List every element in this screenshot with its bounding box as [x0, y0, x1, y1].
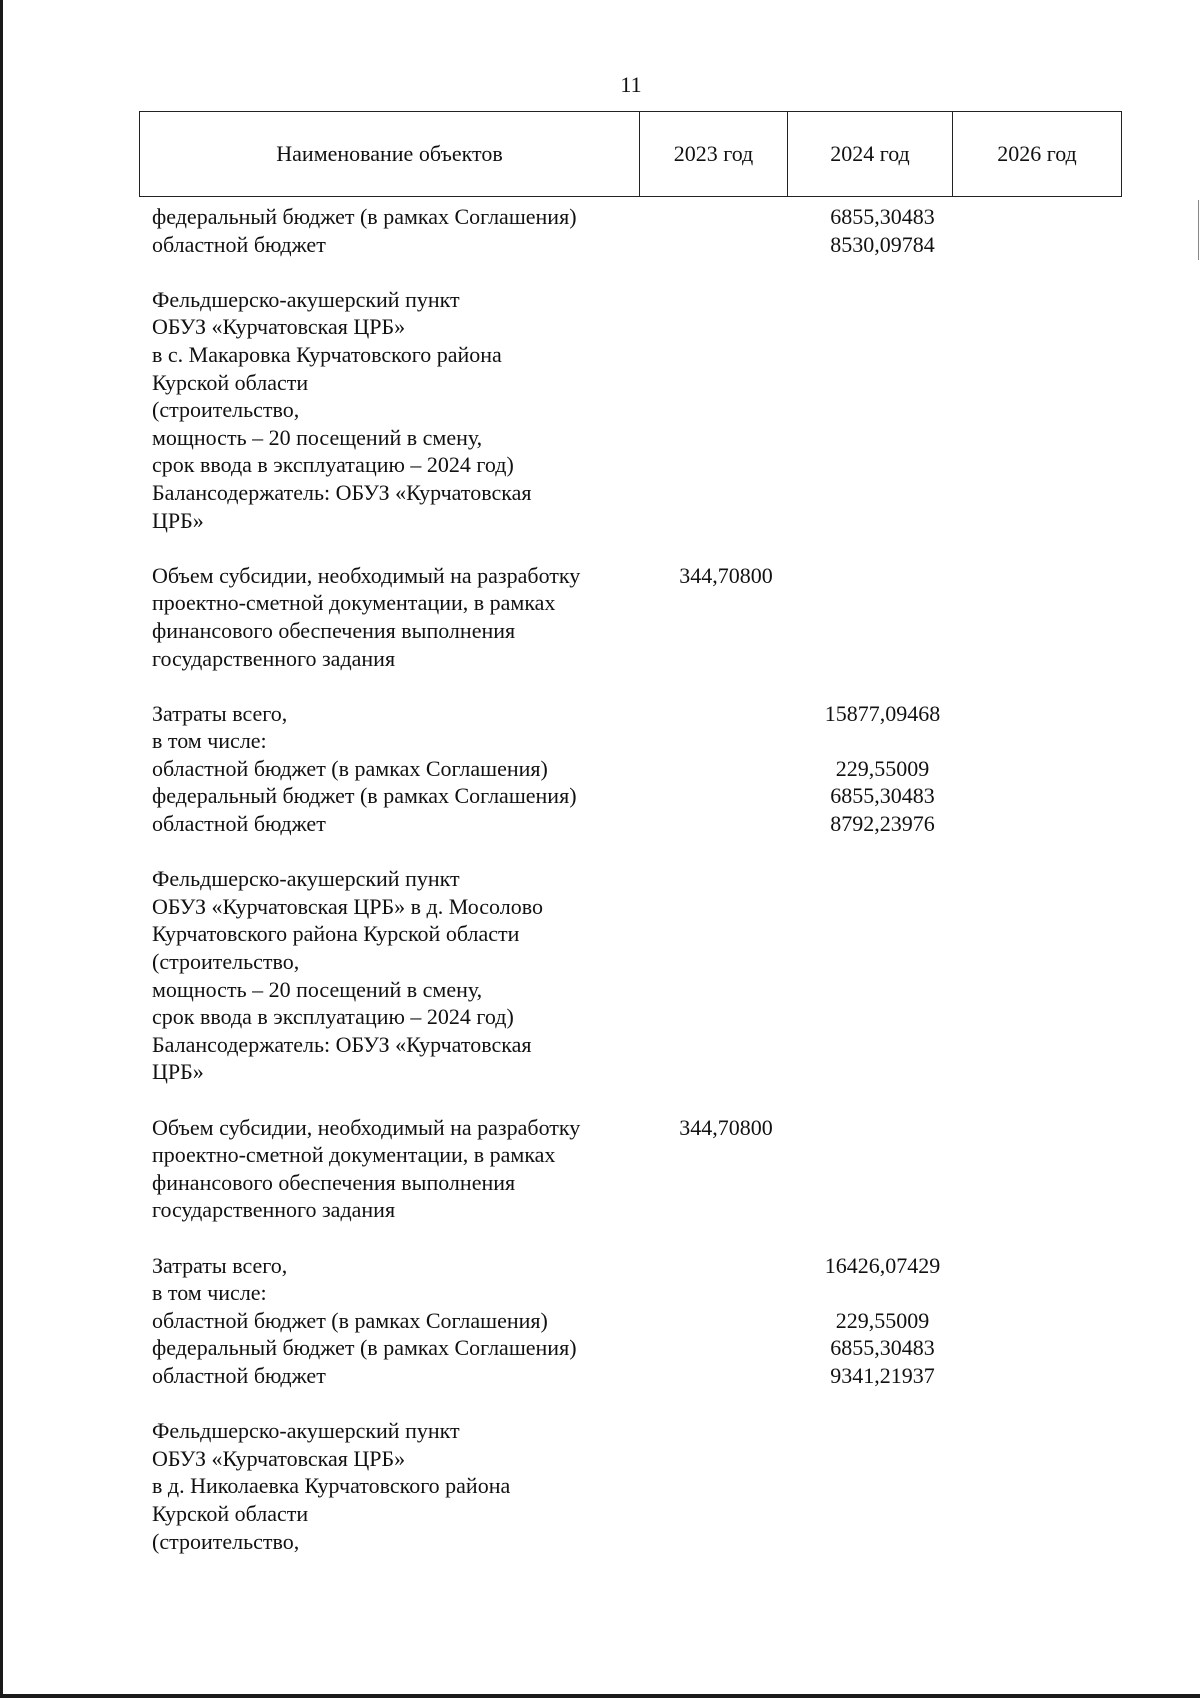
- cell-2024: [800, 1141, 965, 1169]
- cell-2026: [965, 920, 1112, 948]
- table-row: [152, 451, 1112, 479]
- table-row: [152, 617, 1112, 645]
- cell-2026: [965, 755, 1112, 783]
- cell-2026: [965, 1472, 1112, 1500]
- cell-object-name: областной бюджет: [152, 231, 326, 257]
- page-number: 11: [620, 72, 642, 97]
- cell-2024: [800, 369, 965, 397]
- cell-2023: [652, 286, 800, 314]
- cell-2023: [652, 1472, 800, 1500]
- cell-2024: [800, 865, 965, 893]
- cell-object-name: федеральный бюджет (в рамках Соглашения): [152, 204, 577, 229]
- cell-object-name: в том числе:: [152, 728, 267, 754]
- cell-2024: 8792,23976: [830, 811, 935, 837]
- cell-object-name: (строительство,: [152, 1528, 300, 1554]
- cell-2026: [965, 976, 1112, 1004]
- table-row: [152, 1445, 1112, 1473]
- table-row: [152, 1307, 1112, 1335]
- cell-object-name: мощность – 20 посещений в смену,: [152, 976, 483, 1002]
- cell-2023: [652, 865, 800, 893]
- table-row: [152, 313, 1112, 341]
- cell-2023: [652, 1362, 800, 1390]
- cell-2026: [965, 700, 1112, 728]
- table-row: [152, 1058, 1112, 1086]
- table-row: [152, 865, 1112, 893]
- table-row: [152, 1528, 1112, 1556]
- cell-2023: [652, 589, 800, 617]
- table-row: [152, 782, 1112, 810]
- table-row: [152, 1003, 1112, 1031]
- cell-2024: 229,55009: [835, 1307, 930, 1333]
- cell-object-name: срок ввода в эксплуатацию – 2024 год): [152, 1004, 514, 1030]
- cell-2023: [652, 424, 800, 452]
- cell-2024: [800, 645, 965, 673]
- table-row: [152, 727, 1112, 755]
- cell-2026: [965, 1500, 1112, 1528]
- cell-object-name: ОБУЗ «Курчатовская ЦРБ»: [152, 1445, 406, 1471]
- cell-2023: [652, 645, 800, 673]
- cell-2024: [800, 562, 965, 590]
- cell-2024: [800, 1528, 965, 1556]
- table-row: [152, 286, 1112, 314]
- table-row: [152, 1417, 1112, 1445]
- cell-2026: [965, 1141, 1112, 1169]
- cell-2024: [800, 948, 965, 976]
- header-year-2023: 2023 год: [640, 112, 788, 196]
- cell-2024: [800, 341, 965, 369]
- header-year-2024: 2024 год: [788, 112, 953, 196]
- table-row: [152, 645, 1112, 673]
- cell-2023: [652, 948, 800, 976]
- cell-2024: [800, 479, 965, 507]
- table-row: [152, 1279, 1112, 1307]
- table-row: [152, 1141, 1112, 1169]
- cell-2023: [652, 617, 800, 645]
- cell-2024: [800, 1417, 965, 1445]
- cell-2023: [652, 1252, 800, 1280]
- scan-left-edge: [0, 0, 3, 1698]
- cell-2026: [965, 948, 1112, 976]
- cell-object-name: ОБУЗ «Курчатовская ЦРБ» в д. Мосолово: [152, 893, 543, 919]
- cell-2024: [800, 976, 965, 1004]
- cell-object-name: в с. Макаровка Курчатовского района: [152, 341, 502, 367]
- cell-2024: [800, 1445, 965, 1473]
- cell-2026: [965, 1058, 1112, 1086]
- cell-2024: 6855,30483: [830, 783, 935, 809]
- cell-2023: [652, 1141, 800, 1169]
- cell-object-name: финансового обеспечения выполнения: [152, 617, 516, 643]
- table-row: [152, 920, 1112, 948]
- cell-2023: [652, 451, 800, 479]
- cell-2023: 344,70800: [679, 562, 773, 588]
- cell-object-name: Фельдшерско-акушерский пункт: [152, 866, 460, 892]
- cell-2024: [800, 1058, 965, 1086]
- header-object-name: Наименование объектов: [140, 112, 640, 196]
- cell-object-name: Затраты всего,: [152, 1252, 288, 1278]
- cell-2024: [800, 1196, 965, 1224]
- table-row: [152, 589, 1112, 617]
- cell-2024: [800, 893, 965, 921]
- cell-2024: [800, 727, 965, 755]
- cell-object-name: областной бюджет (в рамках Соглашения): [152, 1307, 548, 1333]
- cell-2026: [965, 645, 1112, 673]
- cell-2026: [965, 1417, 1112, 1445]
- cell-2026: [965, 1279, 1112, 1307]
- cell-2026: [965, 782, 1112, 810]
- table-row: [152, 396, 1112, 424]
- cell-2023: [652, 1169, 800, 1197]
- cell-object-name: Курской области: [152, 369, 309, 395]
- table-row: [152, 1472, 1112, 1500]
- cell-2023: [652, 1058, 800, 1086]
- table-row: [152, 893, 1112, 921]
- cell-2024: [800, 507, 965, 535]
- table-row: [152, 341, 1112, 369]
- cell-object-name: областной бюджет: [152, 1362, 326, 1388]
- cell-2024: 6855,30483: [830, 1335, 935, 1361]
- cell-object-name: федеральный бюджет (в рамках Соглашения): [152, 1335, 577, 1361]
- cell-2023: [652, 893, 800, 921]
- cell-2026: [965, 1334, 1112, 1362]
- cell-object-name: ЦРБ»: [152, 507, 204, 533]
- cell-2023: [652, 920, 800, 948]
- cell-2026: [965, 562, 1112, 590]
- table-row: [152, 479, 1112, 507]
- table-body: [152, 203, 1112, 1555]
- table-row: [152, 507, 1112, 535]
- cell-2026: [965, 479, 1112, 507]
- table-row: [152, 1500, 1112, 1528]
- table-row: [152, 231, 1112, 259]
- cell-2026: [965, 231, 1112, 259]
- cell-2024: [800, 313, 965, 341]
- cell-2024: 229,55009: [835, 755, 930, 781]
- table-row: [152, 1252, 1112, 1280]
- table-row: [152, 755, 1112, 783]
- cell-2023: [652, 341, 800, 369]
- table-row: [152, 1031, 1112, 1059]
- cell-2026: [965, 1528, 1112, 1556]
- cell-2023: [652, 1445, 800, 1473]
- cell-2024: [800, 286, 965, 314]
- cell-2023: [652, 700, 800, 728]
- cell-2026: [965, 727, 1112, 755]
- cell-2024: [800, 1279, 965, 1307]
- cell-2023: [652, 782, 800, 810]
- cell-2026: [965, 589, 1112, 617]
- cell-2026: [965, 203, 1112, 231]
- cell-2024: [800, 1500, 965, 1528]
- table-row: [152, 1334, 1112, 1362]
- cell-2023: [652, 1031, 800, 1059]
- cell-2023: [652, 203, 800, 231]
- cell-2024: [800, 1472, 965, 1500]
- cell-2023: [652, 1500, 800, 1528]
- cell-2024: [800, 424, 965, 452]
- cell-2026: [965, 1445, 1112, 1473]
- cell-2026: [965, 341, 1112, 369]
- table-row: [152, 810, 1112, 838]
- cell-2024: [800, 1003, 965, 1031]
- cell-2026: [965, 1307, 1112, 1335]
- cell-object-name: Затраты всего,: [152, 700, 288, 726]
- cell-2023: [652, 727, 800, 755]
- table-row: [152, 1114, 1112, 1142]
- cell-2024: [800, 396, 965, 424]
- cell-2026: [965, 396, 1112, 424]
- cell-2024: [800, 920, 965, 948]
- cell-object-name: государственного задания: [152, 1197, 396, 1223]
- cell-object-name: Объем субсидии, необходимый на разработку: [152, 562, 581, 588]
- row-spacer: [152, 1224, 1112, 1252]
- cell-object-name: финансового обеспечения выполнения: [152, 1169, 516, 1195]
- cell-2023: [652, 1528, 800, 1556]
- row-spacer: [152, 534, 1112, 562]
- cell-object-name: ЦРБ»: [152, 1059, 204, 1085]
- cell-2026: [965, 451, 1112, 479]
- cell-2026: [965, 369, 1112, 397]
- cell-2026: [965, 507, 1112, 535]
- table-row: [152, 562, 1112, 590]
- cell-2024: [800, 1169, 965, 1197]
- table-row: [152, 976, 1112, 1004]
- cell-object-name: Фельдшерско-акушерский пункт: [152, 286, 460, 312]
- cell-object-name: Курской области: [152, 1500, 309, 1526]
- scan-right-mark: [1198, 200, 1199, 260]
- table-row: [152, 700, 1112, 728]
- row-spacer: [152, 672, 1112, 700]
- cell-2026: [965, 1031, 1112, 1059]
- row-spacer: [152, 1390, 1112, 1418]
- cell-object-name: Объем субсидии, необходимый на разработку: [152, 1114, 581, 1140]
- cell-2023: [652, 755, 800, 783]
- cell-2023: [652, 1279, 800, 1307]
- cell-object-name: федеральный бюджет (в рамках Соглашения): [152, 783, 577, 809]
- cell-2026: [965, 1196, 1112, 1224]
- cell-2023: [652, 1003, 800, 1031]
- cell-2023: 344,70800: [679, 1114, 773, 1140]
- cell-object-name: проектно-сметной документации, в рамках: [152, 590, 556, 616]
- cell-2024: 8530,09784: [830, 231, 935, 257]
- cell-object-name: срок ввода в эксплуатацию – 2024 год): [152, 452, 514, 478]
- cell-2023: [652, 479, 800, 507]
- table-row: [152, 948, 1112, 976]
- cell-2024: 6855,30483: [830, 204, 935, 229]
- cell-2026: [965, 810, 1112, 838]
- row-spacer: [152, 838, 1112, 866]
- table-row: [152, 1169, 1112, 1197]
- cell-object-name: мощность – 20 посещений в смену,: [152, 424, 483, 450]
- cell-2024: [800, 589, 965, 617]
- cell-2026: [965, 617, 1112, 645]
- cell-2024: [800, 451, 965, 479]
- cell-object-name: ОБУЗ «Курчатовская ЦРБ»: [152, 314, 406, 340]
- cell-object-name: в д. Николаевка Курчатовского района: [152, 1473, 511, 1499]
- cell-object-name: областной бюджет (в рамках Соглашения): [152, 755, 548, 781]
- cell-object-name: государственного задания: [152, 645, 396, 671]
- cell-object-name: проектно-сметной документации, в рамках: [152, 1142, 556, 1168]
- cell-2026: [965, 313, 1112, 341]
- cell-2023: [652, 507, 800, 535]
- cell-2024: 16426,07429: [824, 1252, 941, 1278]
- cell-2023: [652, 1307, 800, 1335]
- cell-2024: 9341,21937: [830, 1362, 935, 1388]
- table-header: [139, 111, 1122, 197]
- cell-2026: [965, 1003, 1112, 1031]
- table-row: [152, 424, 1112, 452]
- cell-2024: [800, 1114, 965, 1142]
- cell-object-name: в том числе:: [152, 1280, 267, 1306]
- cell-2024: 15877,09468: [824, 700, 941, 726]
- cell-2026: [965, 1252, 1112, 1280]
- cell-2026: [965, 1114, 1112, 1142]
- cell-object-name: Балансодержатель: ОБУЗ «Курчатовская: [152, 479, 532, 505]
- cell-2023: [652, 976, 800, 1004]
- table-row: [152, 203, 1112, 231]
- table-row: [152, 369, 1112, 397]
- cell-2026: [965, 286, 1112, 314]
- cell-2023: [652, 396, 800, 424]
- cell-2026: [965, 424, 1112, 452]
- header-year-2026: 2026 год: [997, 141, 1077, 166]
- scan-bottom-edge: [0, 1694, 1200, 1698]
- cell-2023: [652, 810, 800, 838]
- cell-2023: [652, 1196, 800, 1224]
- cell-2023: [652, 313, 800, 341]
- cell-2026: [965, 1169, 1112, 1197]
- row-spacer: [152, 1086, 1112, 1114]
- cell-object-name: (строительство,: [152, 949, 300, 975]
- cell-2026: [965, 865, 1112, 893]
- cell-2023: [652, 231, 800, 259]
- cell-object-name: Балансодержатель: ОБУЗ «Курчатовская: [152, 1031, 532, 1057]
- cell-2026: [965, 893, 1112, 921]
- cell-2023: [652, 369, 800, 397]
- table-row: [152, 1196, 1112, 1224]
- cell-2024: [800, 617, 965, 645]
- cell-2024: [800, 1031, 965, 1059]
- cell-2023: [652, 1417, 800, 1445]
- row-spacer: [152, 258, 1112, 286]
- cell-2023: [652, 1334, 800, 1362]
- table-row: [152, 1362, 1112, 1390]
- cell-object-name: Курчатовского района Курской области: [152, 921, 520, 947]
- cell-object-name: (строительство,: [152, 397, 300, 423]
- cell-2026: [965, 1362, 1112, 1390]
- cell-object-name: областной бюджет: [152, 811, 326, 837]
- cell-object-name: Фельдшерско-акушерский пункт: [152, 1418, 460, 1444]
